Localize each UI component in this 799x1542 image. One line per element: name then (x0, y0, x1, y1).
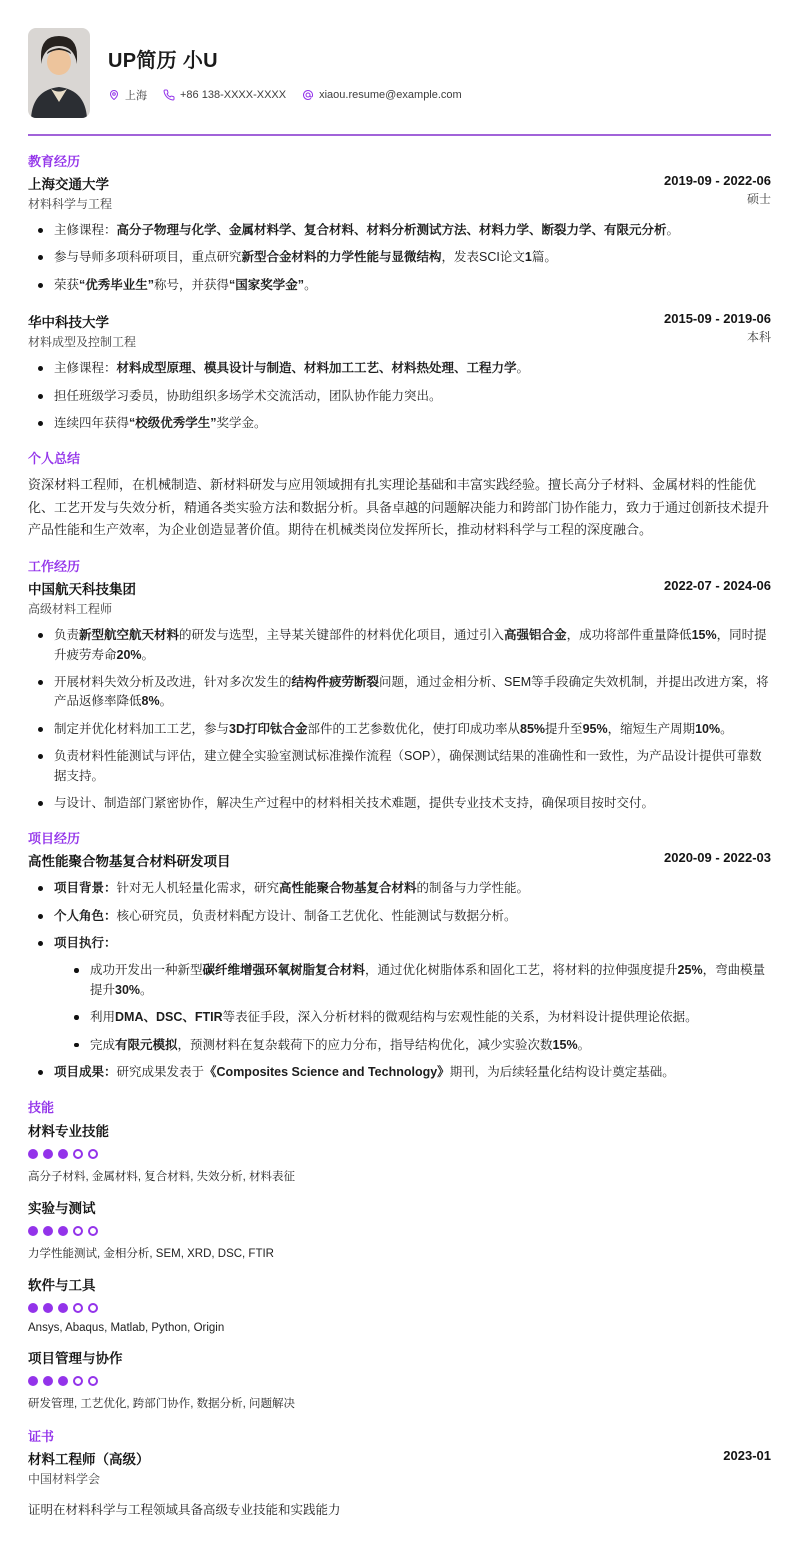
skill-dot-filled (28, 1303, 38, 1313)
bold-text-segment: 项目成果： (54, 1064, 117, 1079)
certificate-entry-left (28, 1448, 150, 1487)
resume-header (28, 28, 771, 118)
text-segment: 与设计、制造部门紧密协作，解决生产过程中的材料相关技术难题，提供专业技术支持，确保项目按时交付。 (54, 795, 655, 810)
bold-text-segment: 有限元模拟 (115, 1037, 178, 1052)
skill-dot-empty (73, 1303, 83, 1313)
text-segment: ，弯曲模量提升 (90, 963, 766, 997)
phone-icon (163, 89, 175, 101)
education-entry-left (28, 311, 136, 350)
text-segment: 研究成果发表于 (116, 1064, 205, 1079)
header-divider (28, 134, 771, 136)
text-segment: ，成功将部件重量降低 (566, 628, 692, 643)
text-segment: 连续四年获得 (54, 415, 130, 430)
text-segment: 利用 (90, 1010, 116, 1025)
bold-text-segment: 25% (677, 963, 703, 978)
text-segment: ，缩短生产周期 (607, 721, 696, 736)
bullet-item (28, 414, 771, 433)
bold-text-segment: 1 (524, 250, 532, 265)
education-date: 2019-09 - 2022-06 (664, 173, 771, 188)
bold-text-segment: 项目执行： (54, 936, 117, 951)
project-entry-head (28, 850, 771, 870)
text-segment: ，发表SCI论文 (441, 250, 525, 265)
text-segment: 。 (159, 694, 173, 709)
text-segment: 主修课程： (54, 361, 117, 376)
skill-group (28, 1347, 771, 1411)
section-work (28, 556, 771, 813)
skill-rating (28, 1226, 771, 1236)
section-title-projects: 项目经历 (28, 831, 81, 847)
education-entry (28, 173, 771, 295)
school-name: 上海交通大学 (28, 177, 109, 192)
skill-keywords: 研发管理, 工艺优化, 跨部门协作, 数据分析, 问题解决 (28, 1398, 296, 1411)
bold-text-segment: 碳纤维增强环氧树脂复合材料 (202, 963, 366, 978)
bold-text-segment: 20% (116, 647, 142, 662)
bold-text-segment: 高分子物理与化学、金属材料学、复合材料、材料分析测试方法、材料力学、断裂力学、有限元分析 (116, 223, 667, 237)
bold-text-segment: 高性能聚合物基复合材料 (279, 881, 417, 896)
bullet-item (28, 359, 771, 378)
certificate-entry-head (28, 1448, 771, 1487)
skill-rating (28, 1149, 771, 1159)
summary-text: 资深材料工程师，在机械制造、新材料研发与应用领域拥有扎实理论基础和丰富实践经验。擅长高分子材料、金属材料的性能优化、工艺开发与失效分析，精通各类实验方法和数据分析。具备卓越的问题解决能力和跨部门协作能力，致力于通过创新技术提升产品性能和生产效率，为企业创造显著价值。期待在机械类岗位发挥所长，推动材料科学与工程的深度融合。 (28, 477, 770, 537)
candidate-name: UP简历 小U (108, 50, 218, 72)
contact-location-text: 上海 (125, 90, 147, 102)
text-segment: 部件的工艺参数优化，使打印成功率从 (307, 721, 521, 736)
certificate-date: 2023-01 (723, 1448, 771, 1464)
text-segment: 完成 (90, 1037, 116, 1052)
text-segment: 开展材料失效分析及改进，针对多次发生的 (54, 675, 292, 690)
text-segment: 期刊，为后续轻量化结构设计奠定基础。 (449, 1064, 675, 1079)
education-entry (28, 311, 771, 433)
skill-dot-filled (43, 1376, 53, 1386)
text-segment: 制定并优化材料加工工艺，参与 (54, 721, 230, 736)
certificate-name: 材料工程师（高级） (28, 1452, 150, 1468)
bullet-item (28, 673, 771, 712)
bold-text-segment: 30% (115, 982, 141, 997)
profile-photo (28, 28, 90, 118)
sub-bullet-item (64, 1036, 771, 1055)
contact-email (302, 89, 462, 101)
degree-label: 硕士 (746, 192, 771, 206)
work-bullets (28, 626, 771, 813)
skill-rating (28, 1303, 771, 1313)
text-segment: 称号，并获得 (154, 277, 230, 292)
section-certificates (28, 1426, 771, 1518)
bold-text-segment: 15% (552, 1037, 578, 1052)
project-name: 高性能聚合物基复合材料研发项目 (28, 854, 231, 870)
text-segment: 问题，通过金相分析、SEM等手段确定失效机制，并提出改进方案，将产品返修率降低 (54, 675, 769, 709)
text-segment: 负责 (54, 628, 80, 643)
certificate-entry (28, 1448, 771, 1518)
text-segment: 参与导师多项科研项目，重点研究 (54, 250, 242, 265)
text-segment: 篇。 (531, 250, 557, 265)
education-entry-right (664, 311, 771, 345)
text-segment: 。 (516, 361, 530, 376)
bold-text-segment: 个人角色： (54, 908, 117, 923)
skill-keywords: Ansys, Abaqus, Matlab, Python, Origin (28, 1322, 225, 1335)
text-segment: 担任班级学习委员，协助组织多场学术交流活动，团队协作能力突出。 (54, 388, 442, 403)
section-title-certificates: 证书 (28, 1429, 55, 1445)
text-segment: 奖学金。 (216, 415, 267, 430)
text-segment: ，同时提升疲劳寿命 (54, 628, 767, 662)
text-segment: 。 (666, 223, 680, 237)
project-entry (28, 850, 771, 1082)
major-name: 材料科学与工程 (28, 197, 113, 211)
contact-row (108, 87, 462, 103)
skill-group (28, 1274, 771, 1334)
section-title-education: 教育经历 (28, 154, 81, 169)
education-bullets (28, 221, 771, 295)
bullet-item (28, 879, 771, 898)
header-info (108, 28, 462, 103)
skill-dot-filled (43, 1226, 53, 1236)
skill-dot-empty (88, 1303, 98, 1313)
section-title-summary: 个人总结 (28, 451, 81, 467)
skill-dot-empty (88, 1149, 98, 1159)
project-bullets (28, 879, 771, 1082)
skill-dot-filled (43, 1149, 53, 1159)
work-entry-left (28, 578, 136, 617)
text-segment: 荣获 (54, 277, 80, 292)
education-entry-right (664, 173, 771, 207)
bold-text-segment: 材料成型原理、模具设计与制造、材料加工工艺、材料热处理、工程力学 (116, 361, 517, 376)
text-segment: 的制备与力学性能。 (416, 881, 530, 896)
skill-group-name: 软件与工具 (28, 1278, 96, 1294)
bullet-item (28, 221, 771, 240)
text-segment: 。 (577, 1037, 591, 1052)
bullet-item (28, 248, 771, 267)
text-segment: 负责材料性能测试与评估，建立健全实验室测试标准操作流程（SOP），确保测试结果的准确性和一致性，为产品设计提供可靠数据支持。 (54, 749, 762, 783)
skill-dot-filled (58, 1149, 68, 1159)
bullet-item (28, 907, 771, 926)
text-segment: 的研发与选型，主导某关键部件的材料优化项目，通过引入 (179, 628, 505, 643)
text-segment: ，预测材料在复杂载荷下的应力分布，指导结构优化，减少实验次数 (177, 1037, 553, 1052)
text-segment: 。 (140, 982, 153, 997)
bullet-item (28, 720, 771, 739)
section-summary (28, 448, 771, 541)
certificate-issuer: 中国材料学会 (28, 1472, 101, 1487)
school-name: 华中科技大学 (28, 315, 109, 331)
skill-dot-filled (28, 1376, 38, 1386)
bullet-item (28, 934, 771, 1055)
skill-dot-filled (43, 1303, 53, 1313)
skill-keywords: 高分子材料, 金属材料, 复合材料, 失效分析, 材料表征 (28, 1171, 296, 1184)
skill-dot-empty (88, 1376, 98, 1386)
location-icon (108, 89, 120, 101)
contact-location (108, 87, 147, 103)
work-date: 2022-07 - 2024-06 (664, 578, 771, 594)
sub-bullet-item (64, 961, 771, 1000)
bold-text-segment: 项目背景： (54, 881, 117, 896)
bold-text-segment: 15% (691, 628, 717, 643)
text-segment: 。 (141, 647, 155, 662)
bold-text-segment: 10% (695, 721, 721, 736)
skill-keywords: 力学性能测试, 金相分析, SEM, XRD, DSC, FTIR (28, 1248, 274, 1261)
education-date: 2015-09 - 2019-06 (664, 311, 771, 327)
section-title-work: 工作经历 (28, 559, 81, 575)
work-entry (28, 578, 771, 813)
education-entry-left (28, 173, 112, 212)
bold-text-segment: 8% (141, 694, 160, 709)
skill-rating (28, 1376, 771, 1386)
text-segment: 等表征手段，深入分析材料的微观结构与宏观性能的关系，为材料设计提供理论依据。 (222, 1010, 698, 1025)
bold-text-segment: “国家奖学金” (229, 277, 305, 292)
avatar-illustration (28, 28, 90, 118)
section-projects (28, 828, 771, 1082)
certificate-description: 证明在材料科学与工程领域具备高级专业技能和实践能力 (28, 1503, 341, 1518)
work-entry-right (664, 578, 771, 593)
education-entry-head (28, 311, 771, 350)
skill-dot-filled (58, 1303, 68, 1313)
skill-dot-empty (73, 1149, 83, 1159)
education-entry-head (28, 173, 771, 212)
bullet-item (28, 276, 771, 295)
skill-dot-filled (58, 1376, 68, 1386)
bullet-item (28, 387, 771, 406)
project-date: 2020-09 - 2022-03 (664, 850, 771, 866)
major-name: 材料成型及控制工程 (28, 335, 137, 350)
education-bullets (28, 359, 771, 433)
text-segment: 。 (304, 277, 317, 292)
bold-text-segment: 高强铝合金 (504, 628, 567, 643)
job-title: 高级材料工程师 (28, 602, 113, 617)
skill-group-name: 材料专业技能 (28, 1124, 109, 1140)
bold-text-segment: 3D打印钛合金 (229, 721, 308, 736)
skill-dot-empty (73, 1226, 83, 1236)
text-segment: 核心研究员，负责材料配方设计、制备工艺优化、性能测试与数据分析。 (116, 908, 517, 923)
work-entry-head (28, 578, 771, 617)
skill-dot-filled (28, 1149, 38, 1159)
skill-group (28, 1197, 771, 1261)
skill-dot-filled (58, 1226, 68, 1236)
bullet-item (28, 1063, 771, 1082)
skill-dot-filled (28, 1226, 38, 1236)
company-name: 中国航天科技集团 (28, 582, 136, 598)
text-segment: 。 (720, 721, 733, 736)
bullet-item (28, 794, 771, 813)
skill-dot-empty (88, 1226, 98, 1236)
project-sub-bullets (64, 961, 771, 1055)
section-education (28, 151, 771, 433)
sub-bullet-item (64, 1008, 771, 1027)
bullet-text (54, 936, 117, 950)
bullet-item (28, 626, 771, 665)
certificate-entry-right (723, 1448, 771, 1463)
skill-group-name: 项目管理与协作 (28, 1351, 123, 1367)
text-segment: 提升至 (545, 721, 583, 736)
email-icon (302, 89, 314, 101)
bold-text-segment: “优秀毕业生” (79, 277, 155, 292)
project-entry-right (664, 850, 771, 865)
contact-email-text: xiaou.resume@example.com (319, 89, 462, 101)
text-segment: 针对无人机轻量化需求，研究 (116, 881, 280, 896)
skill-group-name: 实验与测试 (28, 1201, 96, 1217)
bold-text-segment: 新型航空航天材料 (79, 628, 180, 643)
text-segment: 成功开发出一种新型 (90, 963, 203, 978)
bold-text-segment: 新型合金材料的力学性能与显微结构 (241, 250, 442, 265)
text-segment: 主修课程： (54, 223, 117, 237)
bold-text-segment: 95% (582, 721, 608, 736)
contact-phone-text: +86 138-XXXX-XXXX (180, 89, 287, 101)
skill-dot-empty (73, 1376, 83, 1386)
bullet-item (28, 747, 771, 786)
bold-text-segment: DMA、DSC、FTIR (115, 1010, 223, 1025)
bold-text-segment: 《Composites Science and Technology》 (204, 1064, 450, 1079)
degree-label: 本科 (746, 330, 771, 345)
bold-text-segment: “校级优秀学生” (129, 415, 217, 430)
section-skills (28, 1097, 771, 1411)
bold-text-segment: 85% (520, 721, 546, 736)
text-segment: ，通过优化树脂体系和固化工艺，将材料的拉伸强度提升 (365, 963, 678, 978)
contact-phone (163, 89, 286, 101)
section-title-skills: 技能 (28, 1100, 55, 1116)
bold-text-segment: 结构件疲劳断裂 (291, 675, 380, 690)
